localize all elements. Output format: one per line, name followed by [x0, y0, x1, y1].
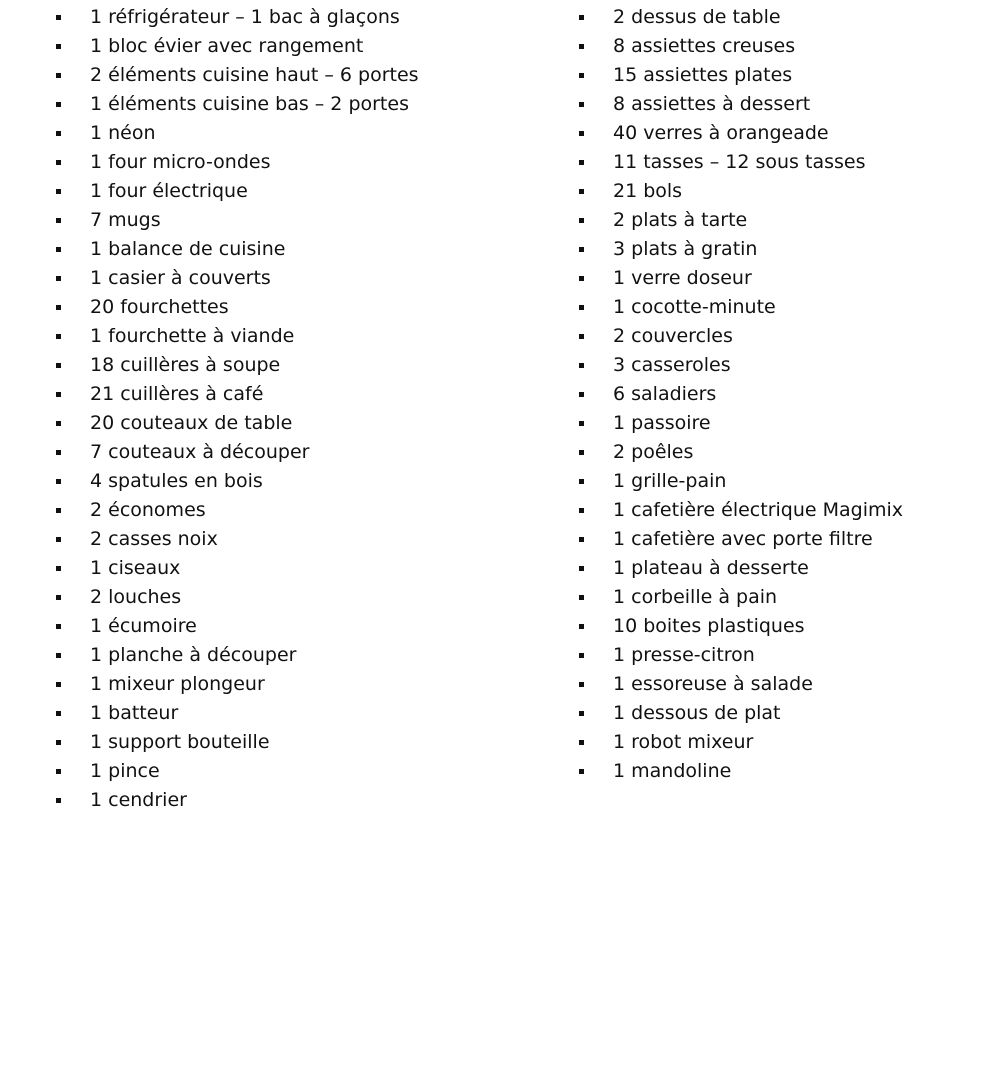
list-item-label: 1 fourchette à viande — [90, 325, 295, 347]
square-bullet-icon — [579, 769, 584, 774]
list-item-label: 2 éléments cuisine haut – 6 portes — [90, 64, 419, 86]
list-item — [52, 351, 522, 380]
list-item — [52, 322, 522, 351]
list-item-label: 1 ciseaux — [90, 557, 181, 579]
square-bullet-icon — [579, 392, 584, 397]
list-item — [575, 728, 975, 757]
square-bullet-icon — [579, 479, 584, 484]
square-bullet-icon — [56, 595, 61, 600]
list-item — [575, 61, 975, 90]
list-item-label: 3 casseroles — [613, 354, 731, 376]
list-item-label: 1 balance de cuisine — [90, 238, 286, 260]
list-item-label: 1 réfrigérateur – 1 bac à glaçons — [90, 6, 400, 28]
square-bullet-icon — [579, 276, 584, 281]
square-bullet-icon — [579, 131, 584, 136]
list-item-label: 1 plateau à desserte — [613, 557, 809, 579]
square-bullet-icon — [579, 363, 584, 368]
list-item-label: 1 mandoline — [613, 760, 732, 782]
list-item — [52, 90, 522, 119]
list-item-label: 1 planche à découper — [90, 644, 297, 666]
list-item-label: 1 passoire — [613, 412, 711, 434]
square-bullet-icon — [56, 218, 61, 223]
list-item-label: 1 mixeur plongeur — [90, 673, 265, 695]
list-item — [52, 293, 522, 322]
list-item — [52, 380, 522, 409]
list-item-label: 1 éléments cuisine bas – 2 portes — [90, 93, 409, 115]
square-bullet-icon — [579, 189, 584, 194]
square-bullet-icon — [579, 15, 584, 20]
list-item-label: 2 louches — [90, 586, 182, 608]
list-item — [52, 612, 522, 641]
list-item — [575, 3, 975, 32]
list-item — [575, 32, 975, 61]
list-item — [575, 206, 975, 235]
list-item-label: 1 grille-pain — [613, 470, 727, 492]
list-item-label: 8 assiettes à dessert — [613, 93, 811, 115]
list-item-label: 20 fourchettes — [90, 296, 229, 318]
list-item — [575, 641, 975, 670]
list-item-label: 2 couvercles — [613, 325, 733, 347]
list-item-label: 1 four électrique — [90, 180, 248, 202]
square-bullet-icon — [56, 479, 61, 484]
square-bullet-icon — [56, 798, 61, 803]
list-item — [52, 525, 522, 554]
list-item-label: 1 essoreuse à salade — [613, 673, 813, 695]
list-item-label: 1 écumoire — [90, 615, 197, 637]
square-bullet-icon — [56, 740, 61, 745]
square-bullet-icon — [56, 537, 61, 542]
square-bullet-icon — [56, 334, 61, 339]
list-item — [575, 496, 975, 525]
square-bullet-icon — [579, 595, 584, 600]
square-bullet-icon — [579, 73, 584, 78]
list-item — [575, 612, 975, 641]
list-item — [52, 61, 522, 90]
square-bullet-icon — [579, 450, 584, 455]
list-item-label: 1 cafetière avec porte filtre — [613, 528, 873, 550]
square-bullet-icon — [56, 392, 61, 397]
square-bullet-icon — [56, 566, 61, 571]
square-bullet-icon — [56, 421, 61, 426]
list-item-label: 2 poêles — [613, 441, 694, 463]
square-bullet-icon — [579, 740, 584, 745]
list-item — [52, 786, 522, 815]
list-item — [52, 177, 522, 206]
list-item-label: 1 robot mixeur — [613, 731, 754, 753]
list-item — [575, 351, 975, 380]
list-item-label: 1 pince — [90, 760, 160, 782]
list-item — [575, 264, 975, 293]
list-item-label: 40 verres à orangeade — [613, 122, 829, 144]
square-bullet-icon — [56, 711, 61, 716]
square-bullet-icon — [579, 624, 584, 629]
list-item-label: 1 néon — [90, 122, 156, 144]
square-bullet-icon — [579, 711, 584, 716]
list-item — [52, 235, 522, 264]
square-bullet-icon — [579, 508, 584, 513]
square-bullet-icon — [579, 102, 584, 107]
right-inventory-list — [575, 3, 975, 786]
square-bullet-icon — [579, 160, 584, 165]
list-item-label: 15 assiettes plates — [613, 64, 793, 86]
list-item-label: 21 cuillères à café — [90, 383, 264, 405]
list-item — [52, 264, 522, 293]
square-bullet-icon — [56, 624, 61, 629]
square-bullet-icon — [579, 334, 584, 339]
square-bullet-icon — [579, 247, 584, 252]
list-item — [52, 32, 522, 61]
square-bullet-icon — [56, 102, 61, 107]
list-item-label: 1 cafetière électrique Magimix — [613, 499, 904, 521]
square-bullet-icon — [579, 218, 584, 223]
list-item — [575, 554, 975, 583]
list-item — [575, 467, 975, 496]
square-bullet-icon — [579, 566, 584, 571]
list-item — [52, 670, 522, 699]
list-item — [575, 438, 975, 467]
list-item — [575, 409, 975, 438]
list-item — [52, 583, 522, 612]
square-bullet-icon — [56, 653, 61, 658]
list-item-label: 1 bloc évier avec rangement — [90, 35, 364, 57]
list-item — [52, 699, 522, 728]
list-item-label: 1 support bouteille — [90, 731, 270, 753]
list-item — [575, 148, 975, 177]
list-item — [575, 235, 975, 264]
list-item — [575, 380, 975, 409]
square-bullet-icon — [56, 276, 61, 281]
list-item — [52, 206, 522, 235]
list-item — [52, 728, 522, 757]
list-item — [52, 438, 522, 467]
list-item — [575, 583, 975, 612]
list-item — [52, 119, 522, 148]
list-item — [575, 757, 975, 786]
list-item — [52, 757, 522, 786]
square-bullet-icon — [56, 363, 61, 368]
list-item-label: 1 batteur — [90, 702, 179, 724]
square-bullet-icon — [56, 305, 61, 310]
cropped-footer-text — [310, 1074, 690, 1080]
square-bullet-icon — [56, 508, 61, 513]
list-item-label: 20 couteaux de table — [90, 412, 293, 434]
list-item-label: 1 cocotte-minute — [613, 296, 776, 318]
list-item — [52, 554, 522, 583]
square-bullet-icon — [579, 653, 584, 658]
list-item-label: 6 saladiers — [613, 383, 717, 405]
list-item — [52, 148, 522, 177]
list-item-label: 7 couteaux à découper — [90, 441, 310, 463]
square-bullet-icon — [579, 421, 584, 426]
square-bullet-icon — [56, 450, 61, 455]
left-inventory-list — [52, 3, 522, 815]
list-item — [575, 119, 975, 148]
square-bullet-icon — [56, 682, 61, 687]
list-item-label: 1 corbeille à pain — [613, 586, 778, 608]
square-bullet-icon — [579, 44, 584, 49]
list-item — [52, 409, 522, 438]
list-item-label: 2 plats à tarte — [613, 209, 748, 231]
square-bullet-icon — [56, 131, 61, 136]
list-item-label: 18 cuillères à soupe — [90, 354, 281, 376]
list-item-label: 11 tasses – 12 sous tasses — [613, 151, 866, 173]
list-item-label: 1 casier à couverts — [90, 267, 271, 289]
list-item — [52, 641, 522, 670]
square-bullet-icon — [56, 160, 61, 165]
list-item — [575, 90, 975, 119]
list-item-label: 8 assiettes creuses — [613, 35, 796, 57]
square-bullet-icon — [56, 73, 61, 78]
list-item — [575, 525, 975, 554]
list-item-label: 1 verre doseur — [613, 267, 752, 289]
list-item — [575, 322, 975, 351]
square-bullet-icon — [56, 247, 61, 252]
list-item — [575, 670, 975, 699]
square-bullet-icon — [56, 15, 61, 20]
list-item-label: 1 four micro-ondes — [90, 151, 271, 173]
list-item-label: 4 spatules en bois — [90, 470, 263, 492]
list-item — [575, 699, 975, 728]
list-item-label: 2 dessus de table — [613, 6, 781, 28]
list-item-label: 1 cendrier — [90, 789, 187, 811]
list-item — [575, 293, 975, 322]
list-item — [52, 496, 522, 525]
list-item-label: 1 presse-citron — [613, 644, 755, 666]
list-item — [575, 177, 975, 206]
list-item-label: 2 casses noix — [90, 528, 218, 550]
list-item-label: 21 bols — [613, 180, 683, 202]
square-bullet-icon — [579, 305, 584, 310]
list-item-label: 10 boites plastiques — [613, 615, 805, 637]
list-item-label: 3 plats à gratin — [613, 238, 758, 260]
square-bullet-icon — [56, 189, 61, 194]
square-bullet-icon — [579, 537, 584, 542]
square-bullet-icon — [56, 44, 61, 49]
square-bullet-icon — [56, 769, 61, 774]
list-item — [52, 467, 522, 496]
list-item-label: 1 dessous de plat — [613, 702, 781, 724]
list-item-label: 2 économes — [90, 499, 206, 521]
list-item — [52, 3, 522, 32]
square-bullet-icon — [579, 682, 584, 687]
list-item-label: 7 mugs — [90, 209, 161, 231]
